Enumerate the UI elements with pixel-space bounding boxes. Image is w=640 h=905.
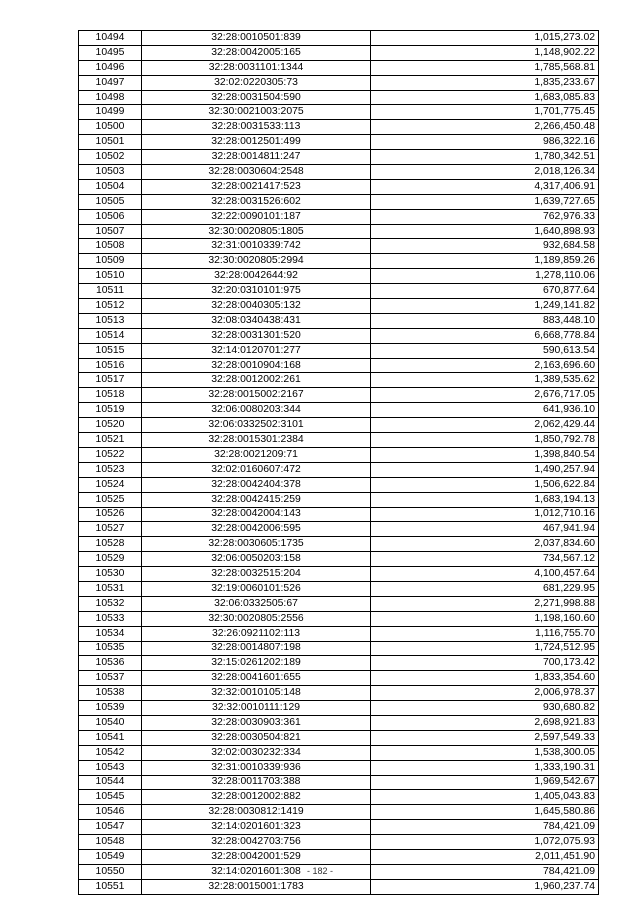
- cadastral-value-cell: 1,833,354.60: [371, 671, 599, 686]
- table-row: [79, 150, 599, 165]
- row-number-cell: 10527: [79, 522, 142, 537]
- cadastral-number-cell: 32:06:0332505:67: [142, 596, 371, 611]
- cadastral-number-cell: 32:28:0041601:655: [142, 671, 371, 686]
- cadastral-number-cell: 32:28:0021417:523: [142, 179, 371, 194]
- table-row: [79, 537, 599, 552]
- table-row: [79, 641, 599, 656]
- table-row: [79, 313, 599, 328]
- cadastral-number-cell: 32:28:0012002:261: [142, 373, 371, 388]
- cadastral-value-cell: 986,322.16: [371, 135, 599, 150]
- table-row: [79, 760, 599, 775]
- row-number-cell: 10543: [79, 760, 142, 775]
- cadastral-value-cell: 4,317,406.91: [371, 179, 599, 194]
- cadastral-number-cell: 32:28:0031526:602: [142, 194, 371, 209]
- table-row: [79, 656, 599, 671]
- table-row: [79, 328, 599, 343]
- cadastral-number-cell: 32:15:0261202:189: [142, 656, 371, 671]
- row-number-cell: 10547: [79, 820, 142, 835]
- cadastral-number-cell: 32:26:0921102:113: [142, 626, 371, 641]
- table-row: [79, 269, 599, 284]
- table-row: [79, 507, 599, 522]
- cadastral-value-cell: 590,613.54: [371, 343, 599, 358]
- row-number-cell: 10539: [79, 701, 142, 716]
- table-row: [79, 179, 599, 194]
- cadastral-number-cell: 32:31:0010339:742: [142, 239, 371, 254]
- cadastral-number-cell: 32:06:0050203:158: [142, 552, 371, 567]
- table-row: [79, 522, 599, 537]
- cadastral-value-cell: 467,941.94: [371, 522, 599, 537]
- cadastral-value-cell: 2,018,126.34: [371, 165, 599, 180]
- cadastral-number-cell: 32:28:0030903:361: [142, 715, 371, 730]
- row-number-cell: 10535: [79, 641, 142, 656]
- table-row: [79, 671, 599, 686]
- cadastral-value-cell: 1,683,194.13: [371, 492, 599, 507]
- cadastral-number-cell: 32:28:0030604:2548: [142, 165, 371, 180]
- table-row: [79, 835, 599, 850]
- row-number-cell: 10500: [79, 120, 142, 135]
- table-row: [79, 90, 599, 105]
- cadastral-number-cell: 32:28:0010501:839: [142, 31, 371, 46]
- table-row: [79, 596, 599, 611]
- row-number-cell: 10540: [79, 715, 142, 730]
- row-number-cell: 10499: [79, 105, 142, 120]
- cadastral-value-cell: 1,148,902.22: [371, 45, 599, 60]
- cadastral-number-cell: 32:28:0014811:247: [142, 150, 371, 165]
- cadastral-value-cell: 641,936.10: [371, 403, 599, 418]
- row-number-cell: 10525: [79, 492, 142, 507]
- cadastral-number-cell: 32:28:0015002:2167: [142, 388, 371, 403]
- cadastral-number-cell: 32:32:0010105:148: [142, 686, 371, 701]
- table-row: [79, 433, 599, 448]
- table-row: [79, 45, 599, 60]
- cadastral-number-cell: 32:30:0020805:2556: [142, 611, 371, 626]
- table-row: [79, 299, 599, 314]
- cadastral-value-cell: 1,780,342.51: [371, 150, 599, 165]
- cadastral-number-cell: 32:28:0042703:756: [142, 835, 371, 850]
- cadastral-value-cell: 2,062,429.44: [371, 418, 599, 433]
- cadastral-number-cell: 32:28:0032515:204: [142, 567, 371, 582]
- cadastral-number-cell: 32:28:0042644:92: [142, 269, 371, 284]
- cadastral-value-cell: 681,229.95: [371, 581, 599, 596]
- table-row: [79, 239, 599, 254]
- row-number-cell: 10526: [79, 507, 142, 522]
- cadastral-value-cell: 1,189,859.26: [371, 254, 599, 269]
- table-row: [79, 120, 599, 135]
- cadastral-value-cell: 1,960,237.74: [371, 879, 599, 894]
- cadastral-value-cell: 1,249,141.82: [371, 299, 599, 314]
- cadastral-value-cell: 1,835,233.67: [371, 75, 599, 90]
- row-number-cell: 10520: [79, 418, 142, 433]
- table-row: [79, 60, 599, 75]
- cadastral-number-cell: 32:28:0042005:165: [142, 45, 371, 60]
- cadastral-value-cell: 6,668,778.84: [371, 328, 599, 343]
- row-number-cell: 10497: [79, 75, 142, 90]
- table-row: [79, 849, 599, 864]
- table-row: [79, 194, 599, 209]
- cadastral-number-cell: 32:28:0042006:595: [142, 522, 371, 537]
- cadastral-value-cell: 2,037,834.60: [371, 537, 599, 552]
- row-number-cell: 10542: [79, 745, 142, 760]
- table-row: [79, 581, 599, 596]
- cadastral-value-cell: 1,072,075.93: [371, 835, 599, 850]
- cadastral-number-cell: 32:28:0012501:499: [142, 135, 371, 150]
- cadastral-number-cell: 32:06:0332502:3101: [142, 418, 371, 433]
- row-number-cell: 10537: [79, 671, 142, 686]
- table-row: [79, 790, 599, 805]
- table-row: [79, 686, 599, 701]
- cadastral-value-cell: 2,163,696.60: [371, 358, 599, 373]
- table-row: [79, 373, 599, 388]
- row-number-cell: 10516: [79, 358, 142, 373]
- row-number-cell: 10532: [79, 596, 142, 611]
- table-row: [79, 224, 599, 239]
- table-row: [79, 254, 599, 269]
- row-number-cell: 10533: [79, 611, 142, 626]
- table-row: [79, 105, 599, 120]
- table-row: [79, 477, 599, 492]
- row-number-cell: 10518: [79, 388, 142, 403]
- cadastral-value-cell: 932,684.58: [371, 239, 599, 254]
- row-number-cell: 10514: [79, 328, 142, 343]
- row-number-cell: 10508: [79, 239, 142, 254]
- cadastral-value-cell: 1,015,273.02: [371, 31, 599, 46]
- row-number-cell: 10498: [79, 90, 142, 105]
- row-number-cell: 10521: [79, 433, 142, 448]
- cadastral-value-cell: 784,421.09: [371, 864, 599, 879]
- registry-table-body: [79, 31, 599, 895]
- row-number-cell: 10549: [79, 849, 142, 864]
- row-number-cell: 10550: [79, 864, 142, 879]
- table-row: [79, 626, 599, 641]
- cadastral-value-cell: 4,100,457.64: [371, 567, 599, 582]
- cadastral-number-cell: 32:28:0030812:1419: [142, 805, 371, 820]
- cadastral-value-cell: 1,785,568.81: [371, 60, 599, 75]
- cadastral-number-cell: 32:02:0030232:334: [142, 745, 371, 760]
- cadastral-value-cell: 1,198,160.60: [371, 611, 599, 626]
- row-number-cell: 10548: [79, 835, 142, 850]
- cadastral-number-cell: 32:28:0030504:821: [142, 730, 371, 745]
- cadastral-number-cell: 32:28:0042004:143: [142, 507, 371, 522]
- cadastral-value-cell: 2,698,921.83: [371, 715, 599, 730]
- cadastral-number-cell: 32:28:0031533:113: [142, 120, 371, 135]
- cadastral-value-cell: 1,333,190.31: [371, 760, 599, 775]
- table-row: [79, 611, 599, 626]
- cadastral-value-cell: 1,278,110.06: [371, 269, 599, 284]
- cadastral-value-cell: 762,976.33: [371, 209, 599, 224]
- table-row: [79, 492, 599, 507]
- row-number-cell: 10510: [79, 269, 142, 284]
- cadastral-value-cell: 883,448.10: [371, 313, 599, 328]
- row-number-cell: 10506: [79, 209, 142, 224]
- cadastral-number-cell: 32:20:0310101:975: [142, 284, 371, 299]
- row-number-cell: 10517: [79, 373, 142, 388]
- cadastral-value-cell: 2,266,450.48: [371, 120, 599, 135]
- table-row: [79, 745, 599, 760]
- row-number-cell: 10496: [79, 60, 142, 75]
- cadastral-value-cell: 1,645,580.86: [371, 805, 599, 820]
- table-row: [79, 775, 599, 790]
- cadastral-number-cell: 32:02:0220305:73: [142, 75, 371, 90]
- row-number-cell: 10494: [79, 31, 142, 46]
- cadastral-number-cell: 32:02:0160607:472: [142, 462, 371, 477]
- row-number-cell: 10538: [79, 686, 142, 701]
- cadastral-number-cell: 32:28:0042404:378: [142, 477, 371, 492]
- table-row: [79, 701, 599, 716]
- row-number-cell: 10551: [79, 879, 142, 894]
- cadastral-value-cell: 2,676,717.05: [371, 388, 599, 403]
- row-number-cell: 10531: [79, 581, 142, 596]
- table-row: [79, 165, 599, 180]
- cadastral-number-cell: 32:28:0010904:168: [142, 358, 371, 373]
- table-row: [79, 805, 599, 820]
- row-number-cell: 10546: [79, 805, 142, 820]
- cadastral-number-cell: 32:28:0011703:388: [142, 775, 371, 790]
- cadastral-value-cell: 1,398,840.54: [371, 447, 599, 462]
- cadastral-number-cell: 32:22:0090101:187: [142, 209, 371, 224]
- cadastral-number-cell: 32:14:0201601:308: [142, 864, 371, 879]
- row-number-cell: 10503: [79, 165, 142, 180]
- table-row: [79, 135, 599, 150]
- page-number: - 182 -: [306, 866, 333, 876]
- row-number-cell: 10515: [79, 343, 142, 358]
- row-number-cell: 10544: [79, 775, 142, 790]
- cadastral-value-cell: 1,724,512.95: [371, 641, 599, 656]
- cadastral-value-cell: 2,597,549.33: [371, 730, 599, 745]
- cadastral-value-cell: 1,640,898.93: [371, 224, 599, 239]
- table-row: [79, 343, 599, 358]
- table-row: [79, 820, 599, 835]
- row-number-cell: 10529: [79, 552, 142, 567]
- row-number-cell: 10519: [79, 403, 142, 418]
- cadastral-number-cell: 32:28:0031301:520: [142, 328, 371, 343]
- row-number-cell: 10507: [79, 224, 142, 239]
- cadastral-number-cell: 32:28:0021209:71: [142, 447, 371, 462]
- cadastral-number-cell: 32:28:0040305:132: [142, 299, 371, 314]
- cadastral-number-cell: 32:14:0120701:277: [142, 343, 371, 358]
- row-number-cell: 10530: [79, 567, 142, 582]
- cadastral-value-cell: 1,405,043.83: [371, 790, 599, 805]
- cadastral-number-cell: 32:28:0031504:590: [142, 90, 371, 105]
- cadastral-value-cell: 670,877.64: [371, 284, 599, 299]
- cadastral-number-cell: 32:28:0031101:1344: [142, 60, 371, 75]
- table-row: [79, 447, 599, 462]
- cadastral-value-cell: 2,271,998.88: [371, 596, 599, 611]
- cadastral-value-cell: 2,006,978.37: [371, 686, 599, 701]
- cadastral-value-cell: 1,538,300.05: [371, 745, 599, 760]
- cadastral-value-cell: 1,389,535.62: [371, 373, 599, 388]
- cadastral-number-cell: 32:19:0060101:526: [142, 581, 371, 596]
- cadastral-number-cell: 32:28:0015301:2384: [142, 433, 371, 448]
- cadastral-value-cell: 1,701,775.45: [371, 105, 599, 120]
- table-row: [79, 31, 599, 46]
- cadastral-number-cell: 32:14:0201601:323: [142, 820, 371, 835]
- cadastral-value-cell: 700,173.42: [371, 656, 599, 671]
- row-number-cell: 10536: [79, 656, 142, 671]
- row-number-cell: 10509: [79, 254, 142, 269]
- row-number-cell: 10504: [79, 179, 142, 194]
- cadastral-value-cell: 1,116,755.70: [371, 626, 599, 641]
- cadastral-number-cell: 32:30:0021003:2075: [142, 105, 371, 120]
- row-number-cell: 10501: [79, 135, 142, 150]
- row-number-cell: 10502: [79, 150, 142, 165]
- cadastral-value-cell: 1,850,792.78: [371, 433, 599, 448]
- cadastral-value-cell: 1,490,257.94: [371, 462, 599, 477]
- row-number-cell: 10513: [79, 313, 142, 328]
- cadastral-number-cell: 32:28:0012002:882: [142, 790, 371, 805]
- row-number-cell: 10523: [79, 462, 142, 477]
- cadastral-value-cell: 784,421.09: [371, 820, 599, 835]
- cadastral-number-cell: 32:30:0020805:2994: [142, 254, 371, 269]
- cadastral-number-cell: 32:30:0020805:1805: [142, 224, 371, 239]
- table-row: [79, 418, 599, 433]
- table-row: [79, 462, 599, 477]
- table-row: [79, 715, 599, 730]
- cadastral-value-cell: 734,567.12: [371, 552, 599, 567]
- cadastral-number-cell: 32:08:0340438:431: [142, 313, 371, 328]
- table-row: [79, 209, 599, 224]
- table-row: [79, 567, 599, 582]
- row-number-cell: 10512: [79, 299, 142, 314]
- row-number-cell: 10541: [79, 730, 142, 745]
- cadastral-number-cell: 32:06:0080203:344: [142, 403, 371, 418]
- row-number-cell: 10505: [79, 194, 142, 209]
- row-number-cell: 10522: [79, 447, 142, 462]
- cadastral-value-cell: 1,639,727.65: [371, 194, 599, 209]
- cadastral-value-cell: 1,683,085.83: [371, 90, 599, 105]
- row-number-cell: 10495: [79, 45, 142, 60]
- cadastral-value-cell: 1,506,622.84: [371, 477, 599, 492]
- cadastral-value-cell: 2,011,451.90: [371, 849, 599, 864]
- cadastral-value-cell: 1,012,710.16: [371, 507, 599, 522]
- cadastral-value-cell: 1,969,542.67: [371, 775, 599, 790]
- row-number-cell: 10524: [79, 477, 142, 492]
- table-row: [79, 388, 599, 403]
- row-number-cell: 10528: [79, 537, 142, 552]
- cadastral-number-cell: 32:32:0010111:129: [142, 701, 371, 716]
- cadastral-value-cell: 930,680.82: [371, 701, 599, 716]
- cadastral-number-cell: 32:28:0042001:529: [142, 849, 371, 864]
- row-number-cell: 10534: [79, 626, 142, 641]
- cadastral-number-cell: 32:31:0010339:936: [142, 760, 371, 775]
- registry-table: [78, 30, 599, 895]
- cadastral-number-cell: 32:28:0014807:198: [142, 641, 371, 656]
- table-row: [79, 403, 599, 418]
- table-row: [79, 552, 599, 567]
- table-row: [79, 284, 599, 299]
- cadastral-number-cell: 32:28:0030605:1735: [142, 537, 371, 552]
- table-row: [79, 358, 599, 373]
- row-number-cell: 10511: [79, 284, 142, 299]
- table-row: [79, 879, 599, 894]
- table-row: [79, 75, 599, 90]
- cadastral-number-cell: 32:28:0015001:1783: [142, 879, 371, 894]
- table-row: [79, 730, 599, 745]
- cadastral-number-cell: 32:28:0042415:259: [142, 492, 371, 507]
- row-number-cell: 10545: [79, 790, 142, 805]
